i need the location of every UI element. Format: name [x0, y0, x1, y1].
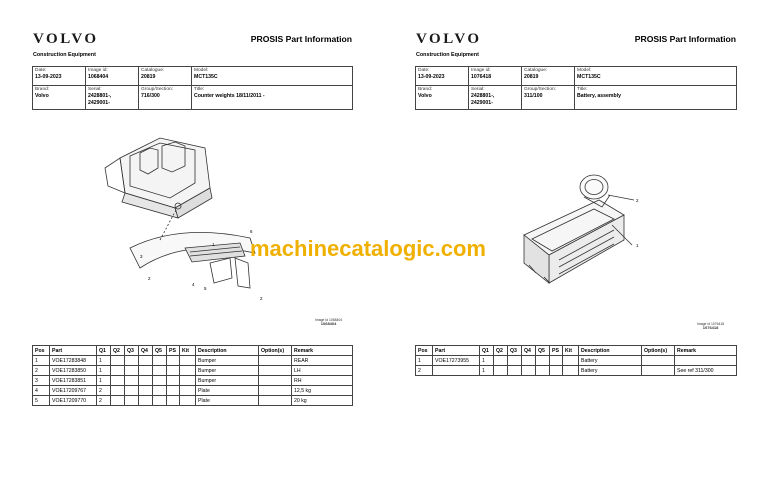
table-row: 2 1 Battery See ref 311/300 [416, 366, 737, 376]
table-row: 1 VOE17273955 1 Battery [416, 356, 737, 366]
table-row: 5 VOE17209770 2 Plate 20 kg [33, 396, 353, 406]
group-value: 311/100 [524, 93, 543, 99]
callout-5: 5 [204, 286, 207, 291]
parts-table-header: Pos Part Q1 Q2 Q3 Q4 Q5 PS Kit Description Option(s) Remark [416, 346, 737, 356]
image-id-value: 1068404 [88, 74, 109, 80]
table-row: 4 VOE17209767 2 Plate 12,5 kg [33, 386, 353, 396]
callout-4: 4 [192, 282, 195, 287]
table-row: 2 VOE17283850 1 Bumper LH [33, 366, 353, 376]
volvo-logo: VOLVO [33, 31, 99, 47]
document-title: PROSIS Part Information [634, 34, 736, 44]
date-value: 13-09-2023 [35, 74, 62, 80]
group-value: 716/300 [141, 93, 160, 99]
model-value: MCT135C [577, 74, 601, 80]
subbrand-label: Construction Equipment [33, 52, 96, 58]
callout-2: 2 [148, 276, 151, 281]
info-header-table: Date: 13-09-2023 Image id: 1076418 Catalogue: 20819 Model: MCT135C Brand: Volvo Serial: 2428801-, 2429001- Group/Section: 311/100 Title: Battery, assembly [415, 66, 737, 110]
document-title: PROSIS Part Information [250, 34, 352, 44]
callout-2: 2 [636, 198, 639, 203]
image-ref-caption: Image id 1076418 1076418 [697, 322, 725, 330]
catalogue-value: 20819 [141, 74, 156, 80]
brand-value: Volvo [418, 93, 432, 99]
image-ref-caption: Image id 1068404 1068404 [315, 318, 343, 326]
parts-table [415, 345, 737, 376]
catalogue-value: 20819 [524, 74, 539, 80]
callout-2b: 2 [260, 296, 263, 301]
brand-value: Volvo [35, 93, 49, 99]
battery-assembly-drawing [514, 165, 644, 290]
callout-3: 3 [140, 254, 143, 259]
table-row: 1 VOE17283848 1 Bumper REAR [33, 356, 353, 366]
info-header-table: Date: 13-09-2023 Image id: 1068404 Catalogue: 20819 Model: MCT135C Brand: Volvo Serial: 2428801-, 2429001- Group/Section: 716/300 Title: Counter weights 18/11/2011 - [32, 66, 353, 110]
callout-1: 1 [636, 243, 639, 248]
parts-table-header: Pos Part Q1 Q2 Q3 Q4 Q5 PS Kit Description Option(s) Remark [33, 346, 353, 356]
title-value: Counter weights 18/11/2011 - [194, 93, 265, 99]
watermark-text: machinecatalogic.com [250, 236, 486, 261]
serial-value: 2428801-, [471, 93, 495, 99]
volvo-logo: VOLVO [416, 31, 482, 47]
callout-1: 1 [212, 242, 215, 247]
image-id-value: 1076418 [471, 74, 492, 80]
table-row: 3 VOE17283851 1 Bumper RH [33, 376, 353, 386]
counterweight-drawing [100, 128, 280, 303]
model-value: MCT135C [194, 74, 218, 80]
subbrand-label: Construction Equipment [416, 52, 479, 58]
serial-value: 2428801-, [88, 93, 112, 99]
callout-6: 6 [250, 229, 253, 234]
parts-table [32, 345, 353, 406]
date-value: 13-09-2023 [418, 74, 445, 80]
title-value: Battery, assembly [577, 93, 622, 99]
